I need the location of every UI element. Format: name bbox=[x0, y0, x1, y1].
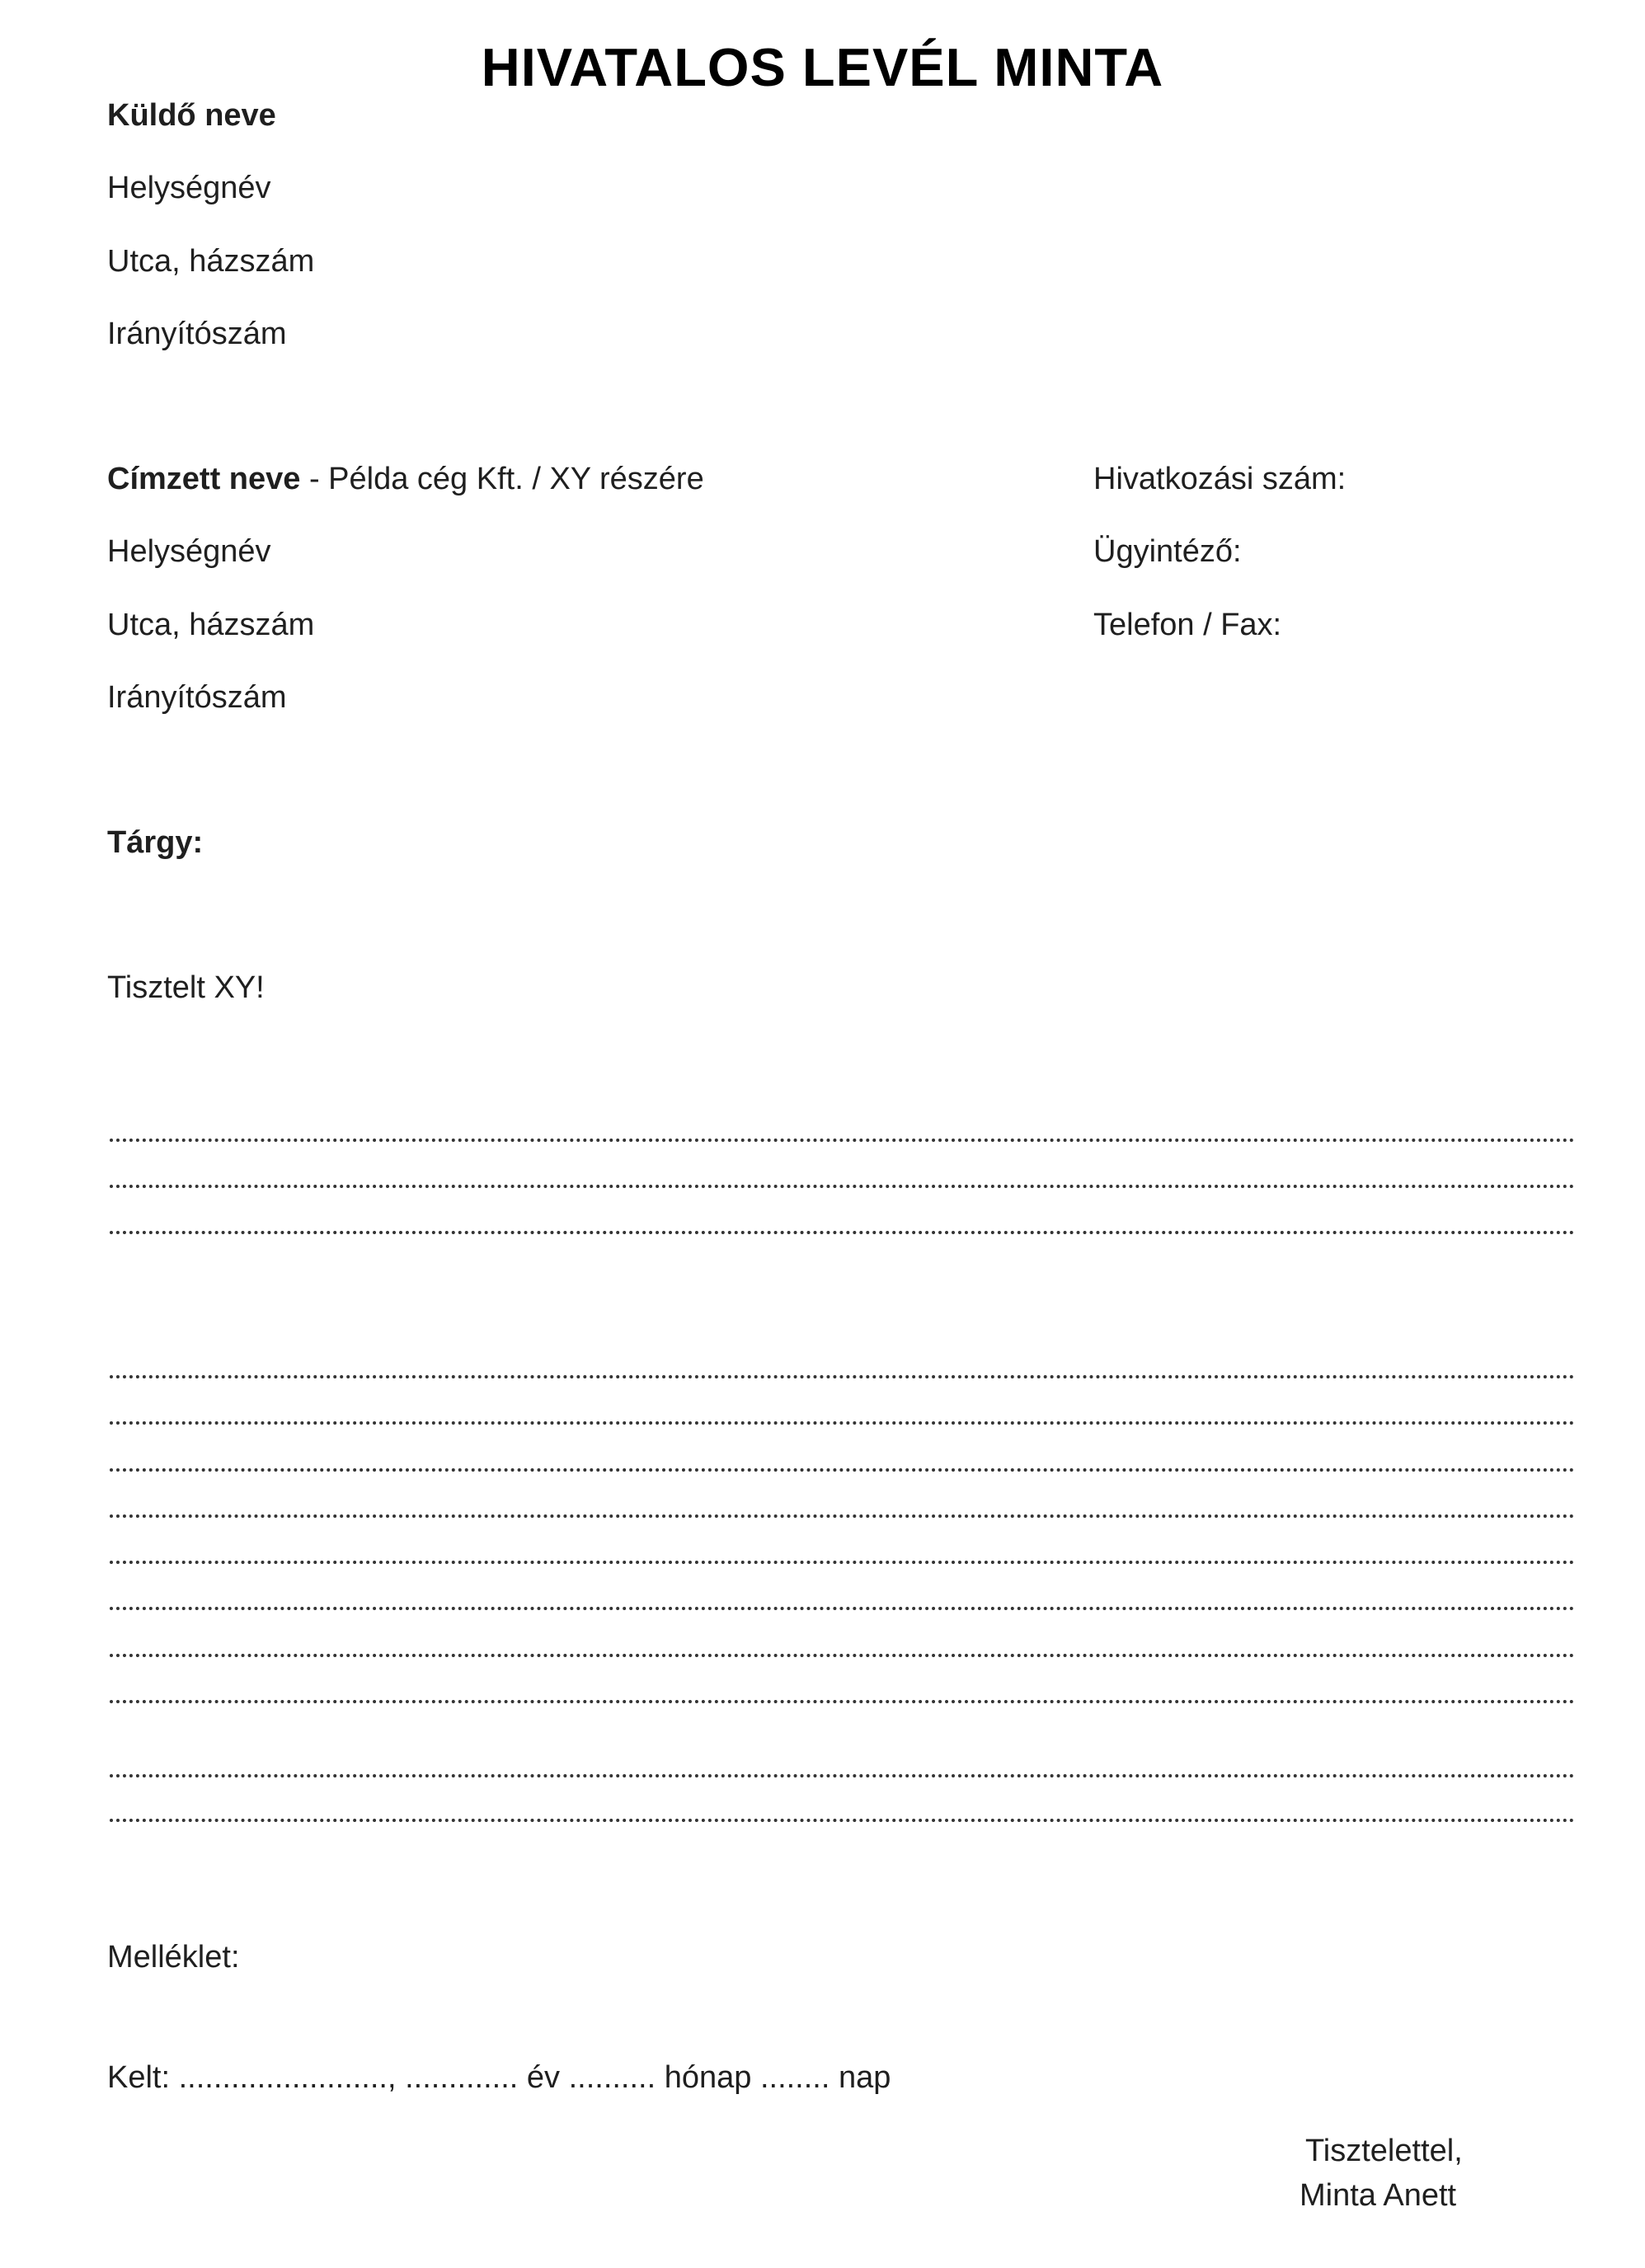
recipient-name-rest: - Példa cég Kft. / XY részére bbox=[300, 462, 704, 496]
dotted-line bbox=[110, 1561, 1575, 1564]
dotted-line bbox=[110, 1654, 1575, 1657]
phone-fax-label: Telefon / Fax: bbox=[1093, 608, 1282, 642]
dotted-line bbox=[110, 1375, 1575, 1378]
signer-name: Minta Anett bbox=[1300, 2178, 1457, 2213]
dotted-line bbox=[110, 1774, 1575, 1777]
dotted-line bbox=[110, 1607, 1575, 1610]
recipient-city: Helységnév bbox=[107, 534, 271, 569]
sender-city: Helységnév bbox=[107, 171, 271, 205]
dotted-line bbox=[110, 1514, 1575, 1518]
recipient-zip: Irányítószám bbox=[107, 680, 287, 715]
page-title: HIVATALOS LEVÉL MINTA bbox=[481, 37, 1164, 97]
attachment-label: Melléklet: bbox=[107, 1940, 240, 1975]
recipient-name-line bbox=[107, 460, 704, 498]
sender-street: Utca, házszám bbox=[107, 244, 315, 279]
sender-zip: Irányítószám bbox=[107, 317, 287, 351]
dotted-line bbox=[110, 1819, 1575, 1822]
dotted-line bbox=[110, 1231, 1575, 1234]
subject-label: Tárgy: bbox=[107, 825, 204, 860]
dotted-line bbox=[110, 1700, 1575, 1703]
recipient-name-label: Címzett neve bbox=[107, 462, 301, 496]
closing-greeting: Tisztelettel, bbox=[1305, 2134, 1463, 2168]
reference-number-label: Hivatkozási szám: bbox=[1093, 462, 1347, 496]
dotted-line bbox=[110, 1421, 1575, 1425]
sender-name-label: Küldő neve bbox=[107, 98, 276, 133]
dotted-line bbox=[110, 1139, 1575, 1142]
date-line: Kelt: ........................, ............. év .......... hónap ........ nap bbox=[107, 2060, 891, 2095]
dotted-line bbox=[110, 1468, 1575, 1472]
dotted-line bbox=[110, 1185, 1575, 1188]
salutation: Tisztelt XY! bbox=[107, 970, 265, 1005]
handler-label: Ügyintéző: bbox=[1093, 534, 1242, 569]
recipient-street: Utca, házszám bbox=[107, 608, 315, 642]
